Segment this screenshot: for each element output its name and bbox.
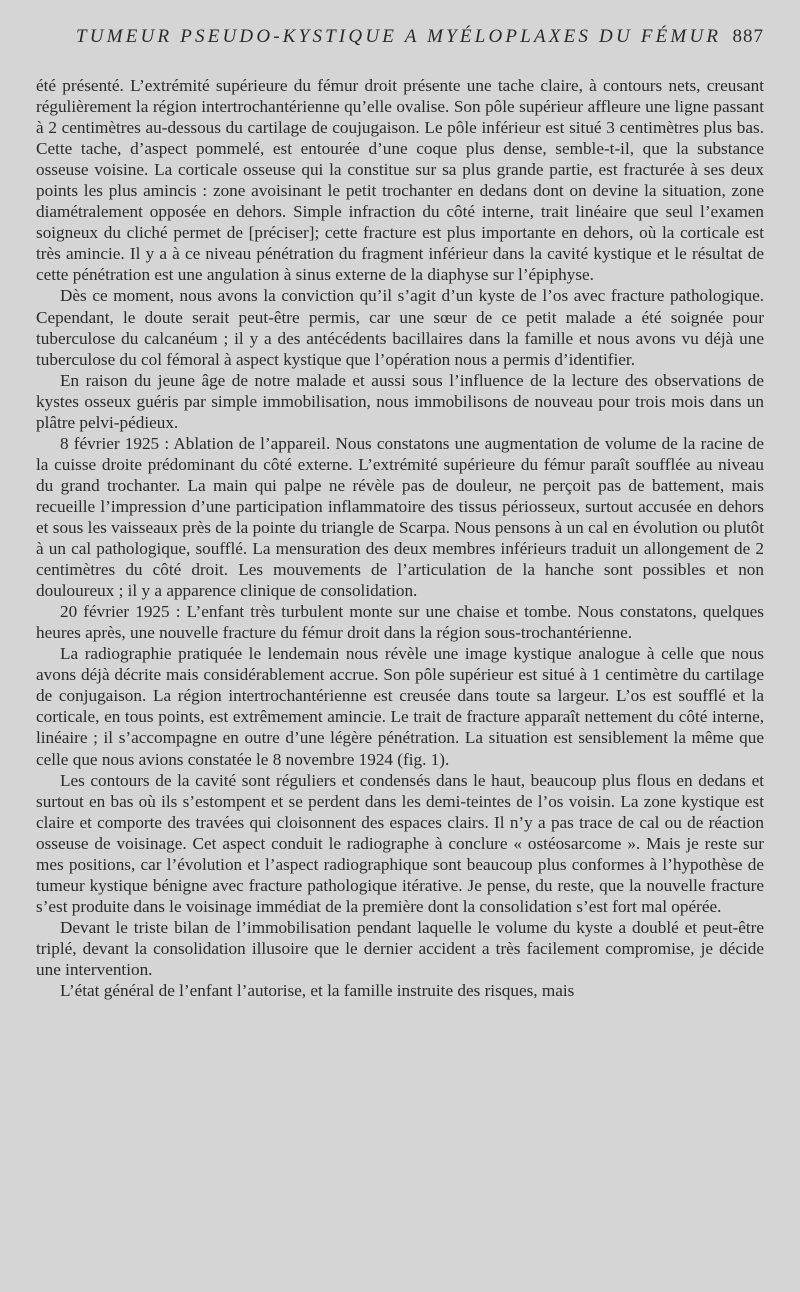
- page-number: 887: [732, 26, 764, 47]
- paragraph-2: Dès ce moment, nous avons la conviction qu’il s’agit d’un kyste de l’os avec fracture pathologique. Cependant, le doute serait peut-être permis, car une sœur de ce petit malade a été soignée pour tuberculose du calcanéum ; il y a des antécédents bacillaires dans la famille et nous avons vu déjà une tuberculose du col fémoral à aspect kystique que l’opération nous a permis d’identifier.: [36, 286, 764, 369]
- paragraph-8: Devant le triste bilan de l’immobilisation pendant laquelle le volume du kyste a doublé et peut-être triplé, devant la consolidation illusoire que le dernier accident a très facilement compromise, je décide une intervention.: [36, 917, 764, 979]
- paragraph-5: 20 février 1925 : L’enfant très turbulent monte sur une chaise et tombe. Nous constatons, quelques heures après, une nouvelle fracture du fémur droit dans la région sous-trochantérienne.: [36, 602, 764, 643]
- paragraph-4: 8 février 1925 : Ablation de l’appareil. Nous constatons une augmentation de volume de la racine de la cuisse droite prédominant du côté externe. L’extrémité supérieure du fémur paraît soufflée au niveau du grand trochanter. La main qui palpe ne révèle pas de douleur, ne perçoit pas de battement, mais recueille l’impression d’une participation inflammatoire des tissus périosseux, surtout accusée en dehors et sous les vaisseaux près de la pointe du triangle de Scarpa. Nous pensons à un cal en évolution ou plutôt à un cal pathologique, soufflé. La mensuration des deux membres inférieurs traduit un allongement de 2 centimètres du côté droit. Les mouvements de l’articulation de la hanche sont possibles et non douloureux ; il y a apparence clinique de consolidation.: [36, 433, 764, 601]
- paragraph-9: L’état général de l’enfant l’autorise, et la famille instruite des risques, mais: [60, 981, 575, 1001]
- body-text: [36, 75, 764, 1001]
- paragraph-3: En raison du jeune âge de notre malade et aussi sous l’influence de la lecture des observations de kystes osseux guéris par simple immobilisation, nous immobilisons de nouveau pour trois mois dans un plâtre pelvi-pédieux.: [36, 370, 764, 432]
- paragraph-6: La radiographie pratiquée le lendemain nous révèle une image kystique analogue à celle que nous avons déjà décrite mais considérablement accrue. Son pôle supérieur est situé à 1 centimètre du cartilage de conjugaison. La région intertrochantérienne est creusée dans toute sa largeur. L’os est soufflé et la corticale, en tous points, est extrêmement amincie. Le trait de fracture apparaît nettement du côté interne, linéaire ; il s’accompagne en outre d’une légère pénétration. La situation est sensiblement la même que celle que nous avions constatée le 8 novembre 1924 (fig. 1).: [36, 644, 764, 769]
- paragraph-7: Les contours de la cavité sont réguliers et condensés dans le haut, beaucoup plus flous en dedans et surtout en bas où ils s’estompent et se perdent dans les demi-teintes de l’os voisin. La zone kystique est claire et comporte des travées qui cloisonnent des espaces clairs. Il n’y a pas trace de cal ou de réaction osseuse de voisinage. Cet aspect conduit le radiographe à conclure « ostéosarcome ». Mais je reste sur mes positions, car l’évolution et l’aspect radiographique sont beaucoup plus conformes à l’hypothèse de tumeur kystique bénigne avec fracture pathologique itérative. Je pense, du reste, que la nouvelle fracture s’est produite dans le voisinage immédiat de la première dont la consolidation s’est fort mal opérée.: [36, 770, 764, 916]
- running-title: TUMEUR PSEUDO-KYSTIQUE A MYÉLOPLAXES DU FÉMUR: [76, 26, 722, 47]
- running-head: [36, 26, 764, 52]
- paragraph-1: été présenté. L’extrémité supérieure du fémur droit présente une tache claire, à contours nets, creusant régulièrement la région intertrochantérienne qu’elle ovalise. Son pôle supérieur affleure une ligne passant à 2 centimètres au-dessous du cartilage de coujugaison. Le pôle inférieur est situé 3 centimètres plus bas. Cette tache, d’aspect pommelé, est entourée d’une coque plus dense, semble-t-il, que la substance osseuse voisine. La corticale osseuse qui la constitue sur sa plus grande partie, est fracturée à ses deux points les plus amincis : zone avoisinant le petit trochanter en dedans dont on devine la situation, zone diamétralement opposée en dehors. Simple infraction du côté interne, trait linéaire que seul l’examen soigneux du cliché permet de [préciser]; cette fracture est plus importante en dehors, où la corticale est très amincie. Il y a à ce niveau pénétration du fragment inférieur dans la cavité kystique et le résultat de cette pénétration est une angulation à sinus externe de la diaphyse sur l’épiphyse.: [36, 76, 764, 285]
